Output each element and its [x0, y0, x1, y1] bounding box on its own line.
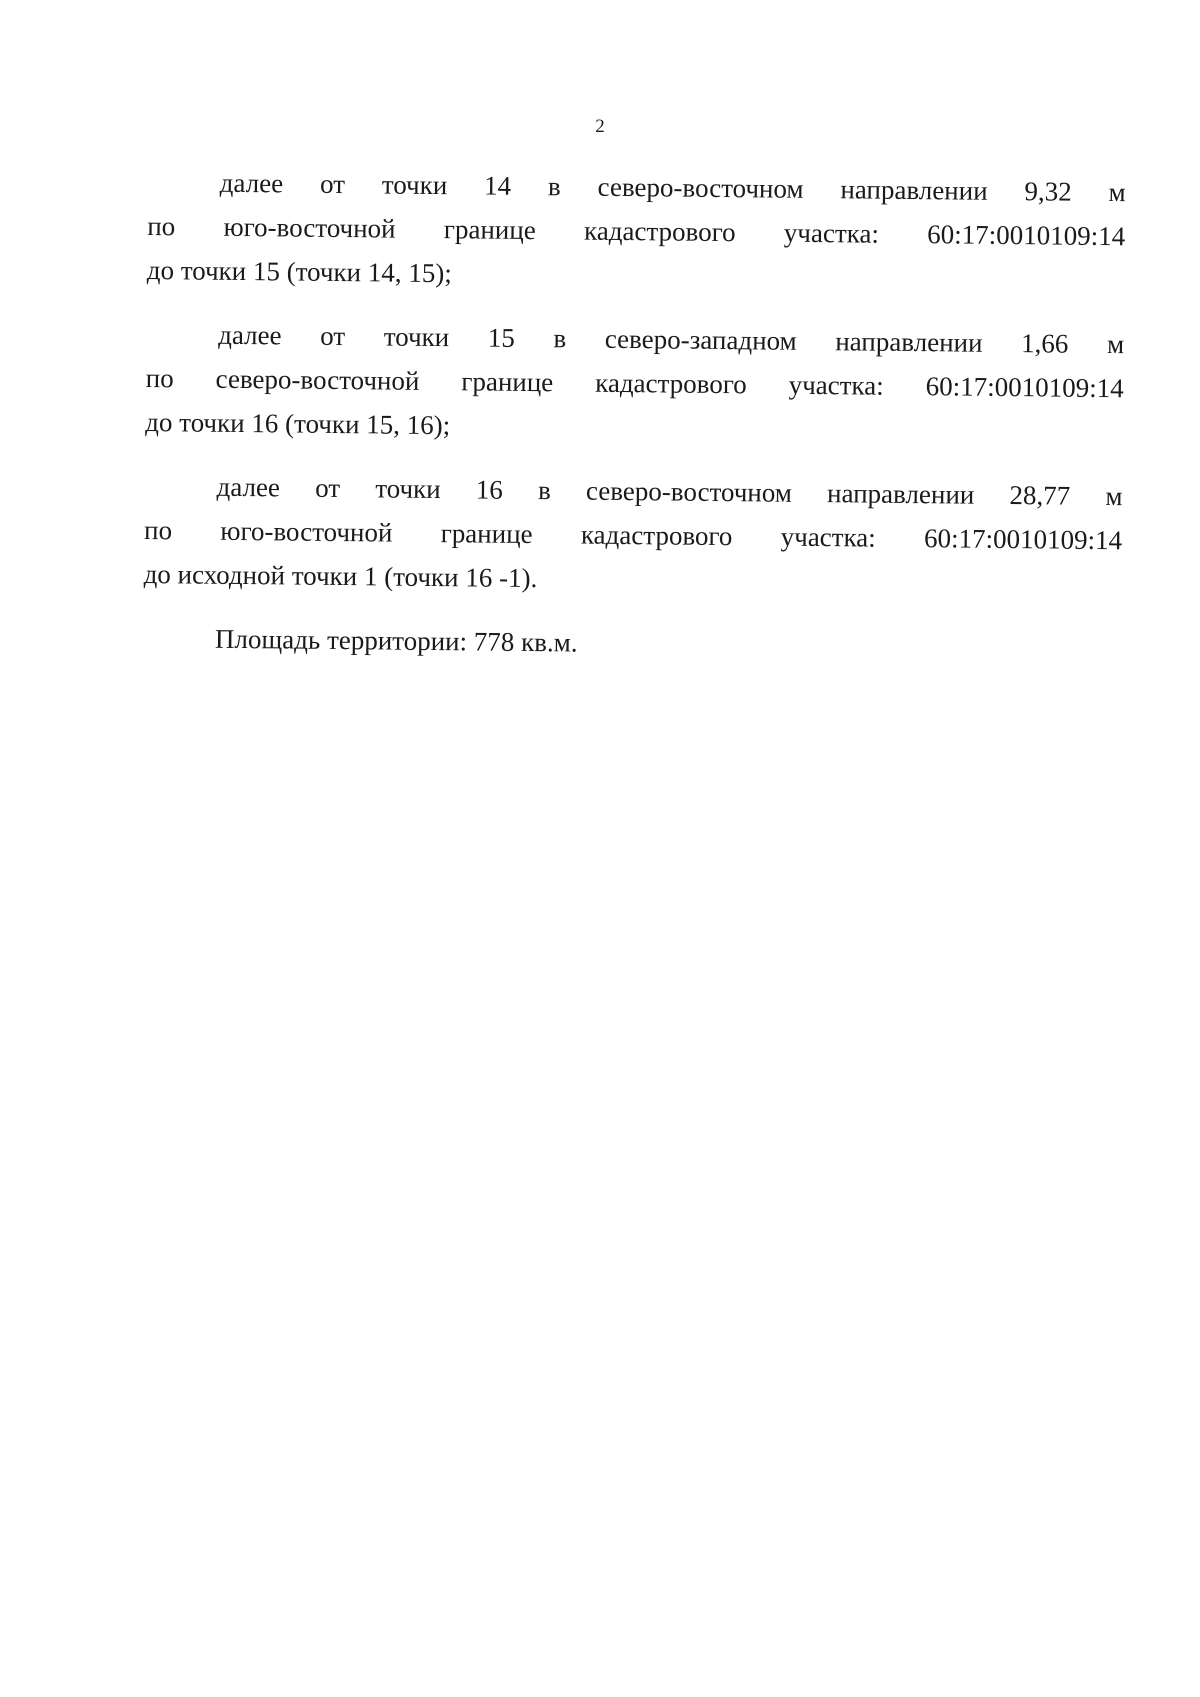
paragraph-line: далее от точки 15 в северо-западном направлении 1,66 м	[218, 319, 1125, 360]
paragraph-line: далее от точки 16 в северо-восточном направлении 28,77 м	[216, 471, 1123, 512]
boundary-paragraph-1	[147, 160, 1126, 302]
boundary-paragraph-2	[145, 312, 1124, 454]
page-number: 2	[595, 116, 605, 137]
paragraph-line: до точки 15 (точки 14, 15);	[146, 254, 453, 289]
area-statement: Площадь территории: 778 кв.м.	[214, 623, 578, 658]
paragraph-line: по северо-восточной границе кадастрового участка: 60:17:0010109:14	[145, 362, 1124, 404]
paragraph-line: до точки 16 (точки 15, 16);	[145, 406, 451, 441]
paragraph-line: по юго-восточной границе кадастрового участка: 60:17:0010109:14	[143, 514, 1123, 556]
paragraph-line: далее от точки 14 в северо-восточном направлении 9,32 м	[219, 167, 1126, 208]
paragraph-line: до исходной точки 1 (точки 16 -1).	[143, 558, 538, 594]
paragraph-line: по юго-восточной границе кадастрового участка: 60:17:0010109:14	[147, 210, 1126, 252]
document-body	[143, 160, 1126, 670]
boundary-paragraph-3	[143, 464, 1122, 606]
